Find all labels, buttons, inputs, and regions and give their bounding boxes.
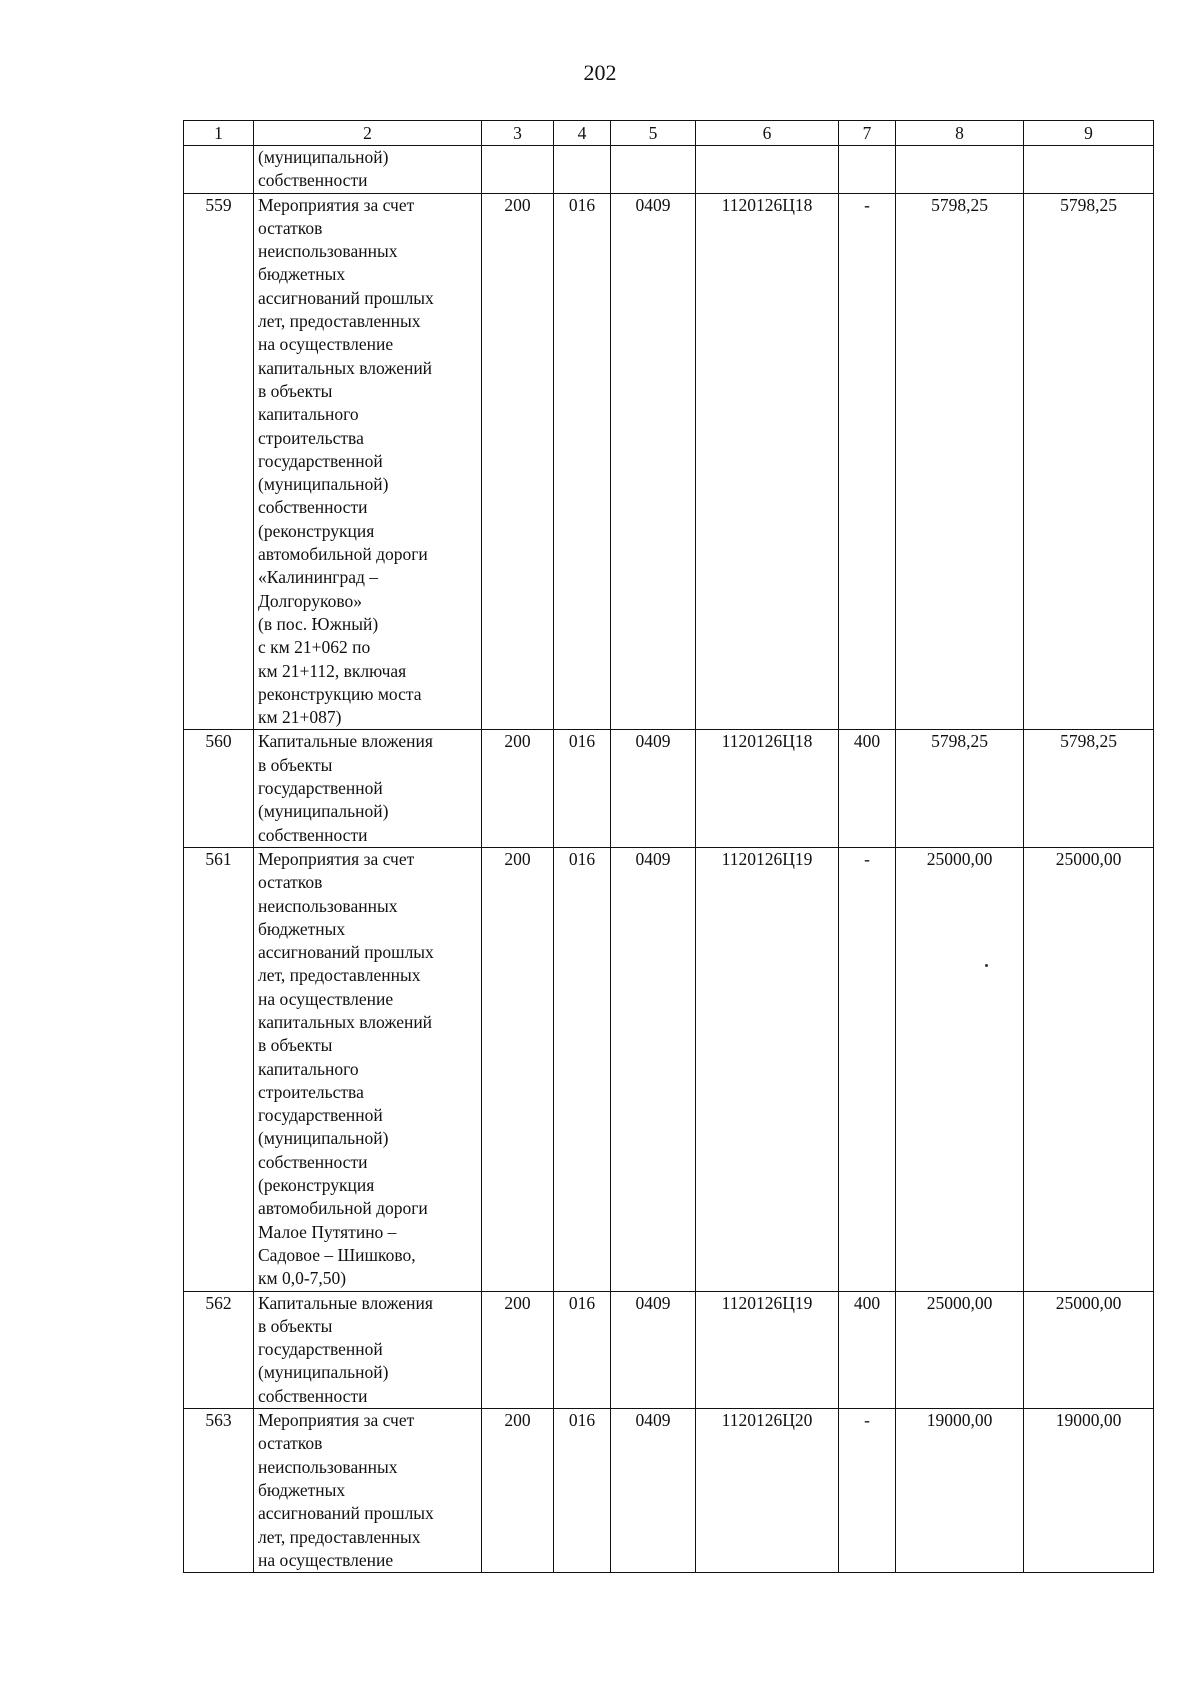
column-header-4: 4 (554, 121, 611, 146)
cell-col-8: 5798,25 (896, 193, 1024, 730)
cell-col-5 (611, 146, 696, 194)
cell-expense-name: Мероприятия за счет остатков неиспользованных бюджетных ассигнований прошлых лет, предоставленных на осуществление (254, 1409, 482, 1573)
table-row (184, 193, 1154, 730)
table-row (184, 1409, 1154, 1573)
column-header-9: 9 (1024, 121, 1154, 146)
cell-col-6: 1120126Ц18 (696, 730, 839, 847)
cell-col-5: 0409 (611, 1291, 696, 1408)
table-body (184, 146, 1154, 1573)
cell-col-7: - (839, 847, 896, 1291)
cell-col-7: 400 (839, 730, 896, 847)
cell-col-7: 400 (839, 1291, 896, 1408)
cell-expense-name: Капитальные вложения в объекты государственной (муниципальной) собственности (254, 730, 482, 847)
cell-col-8 (896, 146, 1024, 194)
cell-col-8: 25000,00 (896, 1291, 1024, 1408)
table-row (184, 1291, 1154, 1408)
cell-col-4: 016 (554, 730, 611, 847)
cell-expense-name: Мероприятия за счет остатков неиспользованных бюджетных ассигнований прошлых лет, предоставленных на осуществление капитальных вложений в объекты капитального строительства государственной (муниципальной) собственности (реконструкция автомобильной дороги Малое Путятино – Садовое – Шишково, км 0,0-7,50) (254, 847, 482, 1291)
cell-col-5: 0409 (611, 1409, 696, 1573)
cell-col-6: 1120126Ц19 (696, 1291, 839, 1408)
cell-expense-name: Капитальные вложения в объекты государственной (муниципальной) собственности (254, 1291, 482, 1408)
table-row (184, 730, 1154, 847)
cell-row-number: 562 (184, 1291, 254, 1408)
cell-expense-name: (муниципальной) собственности (254, 146, 482, 194)
cell-col-3: 200 (482, 1409, 554, 1573)
table-row (184, 847, 1154, 1291)
cell-col-6: 1120126Ц18 (696, 193, 839, 730)
cell-col-3: 200 (482, 1291, 554, 1408)
cell-col-3 (482, 146, 554, 194)
cell-col-5: 0409 (611, 193, 696, 730)
budget-table (183, 120, 1154, 1573)
column-header-2: 2 (254, 121, 482, 146)
cell-col-6: 1120126Ц19 (696, 847, 839, 1291)
cell-col-4: 016 (554, 1409, 611, 1573)
cell-col-8: 19000,00 (896, 1409, 1024, 1573)
cell-col-5: 0409 (611, 730, 696, 847)
cell-col-6 (696, 146, 839, 194)
column-header-7: 7 (839, 121, 896, 146)
cell-col-4 (554, 146, 611, 194)
cell-col-9: 5798,25 (1024, 730, 1154, 847)
cell-col-9: 19000,00 (1024, 1409, 1154, 1573)
cell-col-9: 25000,00 (1024, 1291, 1154, 1408)
cell-col-6: 1120126Ц20 (696, 1409, 839, 1573)
cell-row-number: 563 (184, 1409, 254, 1573)
column-header-6: 6 (696, 121, 839, 146)
cell-col-3: 200 (482, 193, 554, 730)
cell-col-9: 5798,25 (1024, 193, 1154, 730)
cell-col-8: 25000,00 (896, 847, 1024, 1291)
cell-col-4: 016 (554, 1291, 611, 1408)
column-header-1: 1 (184, 121, 254, 146)
cell-row-number: 559 (184, 193, 254, 730)
cell-row-number: 560 (184, 730, 254, 847)
cell-col-3: 200 (482, 847, 554, 1291)
column-header-5: 5 (611, 121, 696, 146)
cell-col-7 (839, 146, 896, 194)
cell-col-4: 016 (554, 193, 611, 730)
column-header-3: 3 (482, 121, 554, 146)
cell-col-3: 200 (482, 730, 554, 847)
cell-col-7: - (839, 1409, 896, 1573)
table-row-continuation (184, 146, 1154, 194)
cell-row-number (184, 146, 254, 194)
column-header-8: 8 (896, 121, 1024, 146)
cell-col-4: 016 (554, 847, 611, 1291)
cell-col-9 (1024, 146, 1154, 194)
cell-col-5: 0409 (611, 847, 696, 1291)
cell-col-9: 25000,00 (1024, 847, 1154, 1291)
cell-col-8: 5798,25 (896, 730, 1024, 847)
cell-col-7: - (839, 193, 896, 730)
table-header-row (184, 121, 1154, 146)
page-number: 202 (583, 60, 617, 85)
scan-speck (985, 964, 988, 967)
cell-row-number: 561 (184, 847, 254, 1291)
cell-expense-name: Мероприятия за счет остатков неиспользованных бюджетных ассигнований прошлых лет, предоставленных на осуществление капитальных вложений в объекты капитального строительства государственной (муниципальной) собственности (реконструкция автомобильной дороги «Калининград – Долгоруково» (в пос. Южный) с км 21+062 по км 21+112, включая реконструкцию моста км 21+087) (254, 193, 482, 730)
